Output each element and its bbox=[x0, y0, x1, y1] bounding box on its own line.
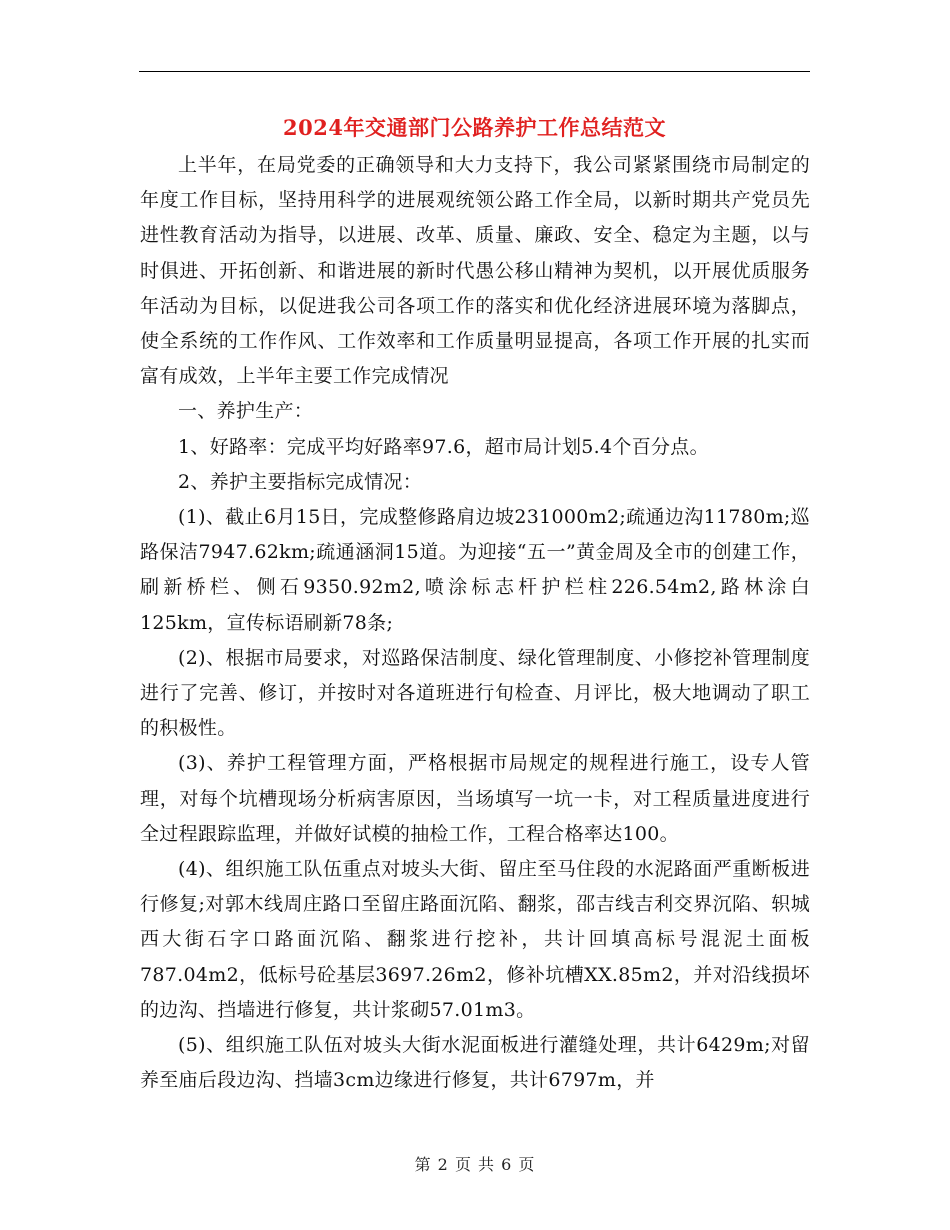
header-rule bbox=[139, 71, 810, 72]
paragraph-intro: 上半年，在局党委的正确领导和大力支持下，我公司紧紧围绕市局制定的年度工作目标，坚持用科学的进展观统领公路工作全局，以新时期共产党员先进性教育活动为指导，以进展、改革、质量、廉政、安全、稳定为主题，以与时俱进、开拓创新、和谐进展的新时代愚公移山精神为契机，以开展优质服务年活动为目标，以促进我公司各项工作的落实和优化经济进展环境为落脚点，使全系统的工作作风、工作效率和工作质量明显提高，各项工作开展的扎实而富有成效，上半年主要工作完成情况 bbox=[140, 154, 810, 388]
paragraph-item-3: (3)、养护工程管理方面，严格根据市局规定的规程进行施工，设专人管理，对每个坑槽现场分析病害原因，当场填写一坑一卡，对工程质量进度进行全过程跟踪监理，并做好试模的抽检工作，工程合格率达100。 bbox=[140, 752, 810, 845]
paragraph-item-2: (2)、根据市局要求，对巡路保洁制度、绿化管理制度、小修挖补管理制度进行了完善、修订，并按时对各道班进行旬检查、月评比，极大地调动了职工的积极性。 bbox=[140, 646, 810, 740]
paragraph-indicators-heading: 2、养护主要指标完成情况： bbox=[178, 470, 422, 493]
page-number: 第 2 页 共 6 页 bbox=[414, 1155, 536, 1174]
document-title: 2024年交通部门公路养护工作总结范文 bbox=[283, 115, 666, 140]
paragraph-item-1: (1)、截止6月15日，完成整修路肩边坡231000m2;疏通边沟11780m;巡路保洁7947.62km;疏通涵洞15道。为迎接“五一”黄金周及全市的创建工作，刷新桥栏、侧石9350.92m2,喷涂标志杆护栏柱226.54m2,路林涂白125km，宣传标语刷新78条; bbox=[140, 506, 810, 634]
document-body bbox=[140, 148, 810, 1098]
paragraph-item-4: (4)、组织施工队伍重点对坡头大街、留庄至马住段的水泥路面严重断板进行修复;对郭木线周庄路口至留庄路面沉陷、翻浆，邵吉线吉利交界沉陷、轵城西大街石字口路面沉陷、翻浆进行挖补，共计回填高标号混泥土面板787.04m2，低标号砼基层3697.26m2，修补坑槽XX.85m2，并对沿线损坏的边沟、挡墙进行修复，共计浆砌57.01m3。 bbox=[140, 858, 810, 1021]
paragraph-item-5: (5)、组织施工队伍对坡头大街水泥面板进行灌缝处理，共计6429m;对留养至庙后段边沟、挡墙3cm边缘进行修复，共计6797m，并 bbox=[140, 1034, 810, 1092]
paragraph-section-heading: 一、养护生产： bbox=[178, 400, 314, 423]
paragraph-good-road-rate: 1、好路率：完成平均好路率97.6，超市局计划5.4个百分点。 bbox=[178, 435, 709, 458]
